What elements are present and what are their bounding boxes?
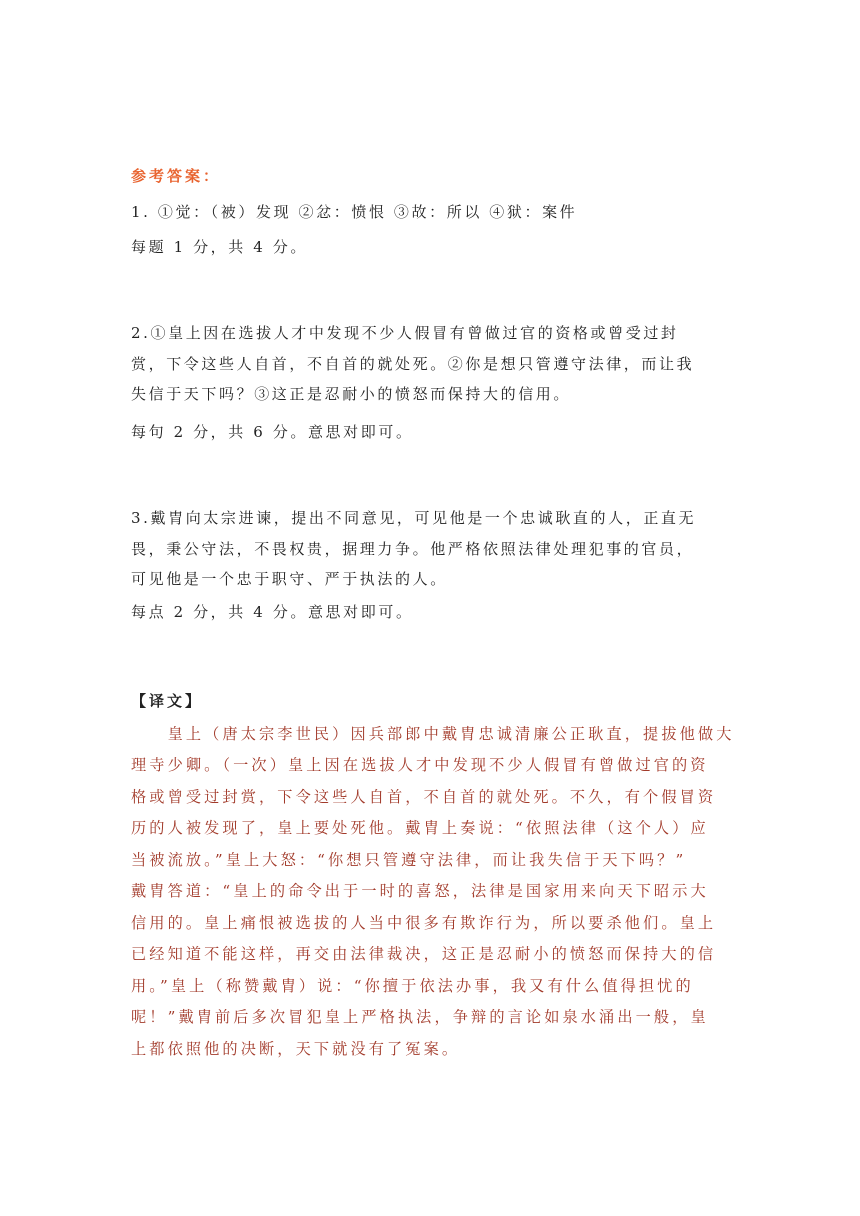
translation-line: 当被流放。”皇上大怒：“你想只管遵守法律，而让我失信于天下吗？” — [131, 851, 687, 869]
translation-line: 皇上（唐太宗李世民）因兵部郎中戴胄忠诚清廉公正耿直，提拔他做大 — [131, 725, 735, 743]
translation-line: 格或曾受过封赏，下令这些人自首，不自首的就处死。不久，有个假冒资 — [131, 788, 717, 806]
q3-line-3: 可见他是一个忠于职守、严于执法的人。 — [131, 570, 448, 588]
translation-line: 上都依照他的决断，天下就没有了冤案。 — [131, 1040, 461, 1058]
q1-score: 每题 1 分，共 4 分。 — [131, 238, 308, 256]
translation-line: 历的人被发现了，皇上要处死他。戴胄上奏说：“依照法律（这个人）应 — [131, 819, 709, 837]
q3-line-2: 畏，秉公守法，不畏权贵，据理力争。他严格依照法律处理犯事的官员， — [131, 540, 695, 558]
q3-line-1: 3.戴胄向太宗进谏，提出不同意见，可见他是一个忠诚耿直的人，正直无 — [131, 509, 697, 527]
answer-heading: 参考答案： — [131, 167, 222, 185]
q2-line-1: 2.①皇上因在选拔人才中发现不少人假冒有曾做过官的资格或曾受过封 — [131, 324, 679, 342]
translation-line: 用。”皇上（称赞戴胄）说：“你擅于依法办事，我又有什么值得担忧的 — [131, 977, 694, 995]
translation-line: 呢！”戴胄前后多次冒犯皇上严格执法，争辩的言论如泉水涌出一般，皇 — [131, 1008, 709, 1026]
q2-line-3: 失信于天下吗？③这正是忍耐小的愤怒而保持大的信用。 — [131, 385, 572, 403]
translation-title: 【译文】 — [131, 692, 204, 710]
q1-answer: 1. ①觉：（被）发现 ②忿：愤恨 ③故：所以 ④狱：案件 — [131, 203, 578, 221]
translation-line: 已经知道不能这样，再交由法律裁决，这正是忍耐小的愤怒而保持大的信 — [131, 945, 717, 963]
q2-line-2: 赏，下令这些人自首，不自首的就处死。②你是想只管遵守法律，而让我 — [131, 355, 695, 373]
translation-line: 戴胄答道：“皇上的命令出于一时的喜怒，法律是国家用来向天下昭示大 — [131, 882, 709, 900]
translation-line: 信用的。皇上痛恨被选拔的人当中很多有欺诈行为，所以要杀他们。皇上 — [131, 914, 717, 932]
q2-score: 每句 2 分，共 6 分。意思对即可。 — [131, 423, 414, 441]
translation-line: 理寺少卿。（一次）皇上因在选拔人才中发现不少人假冒有曾做过官的资 — [131, 756, 709, 774]
q3-score: 每点 2 分，共 4 分。意思对即可。 — [131, 603, 414, 621]
